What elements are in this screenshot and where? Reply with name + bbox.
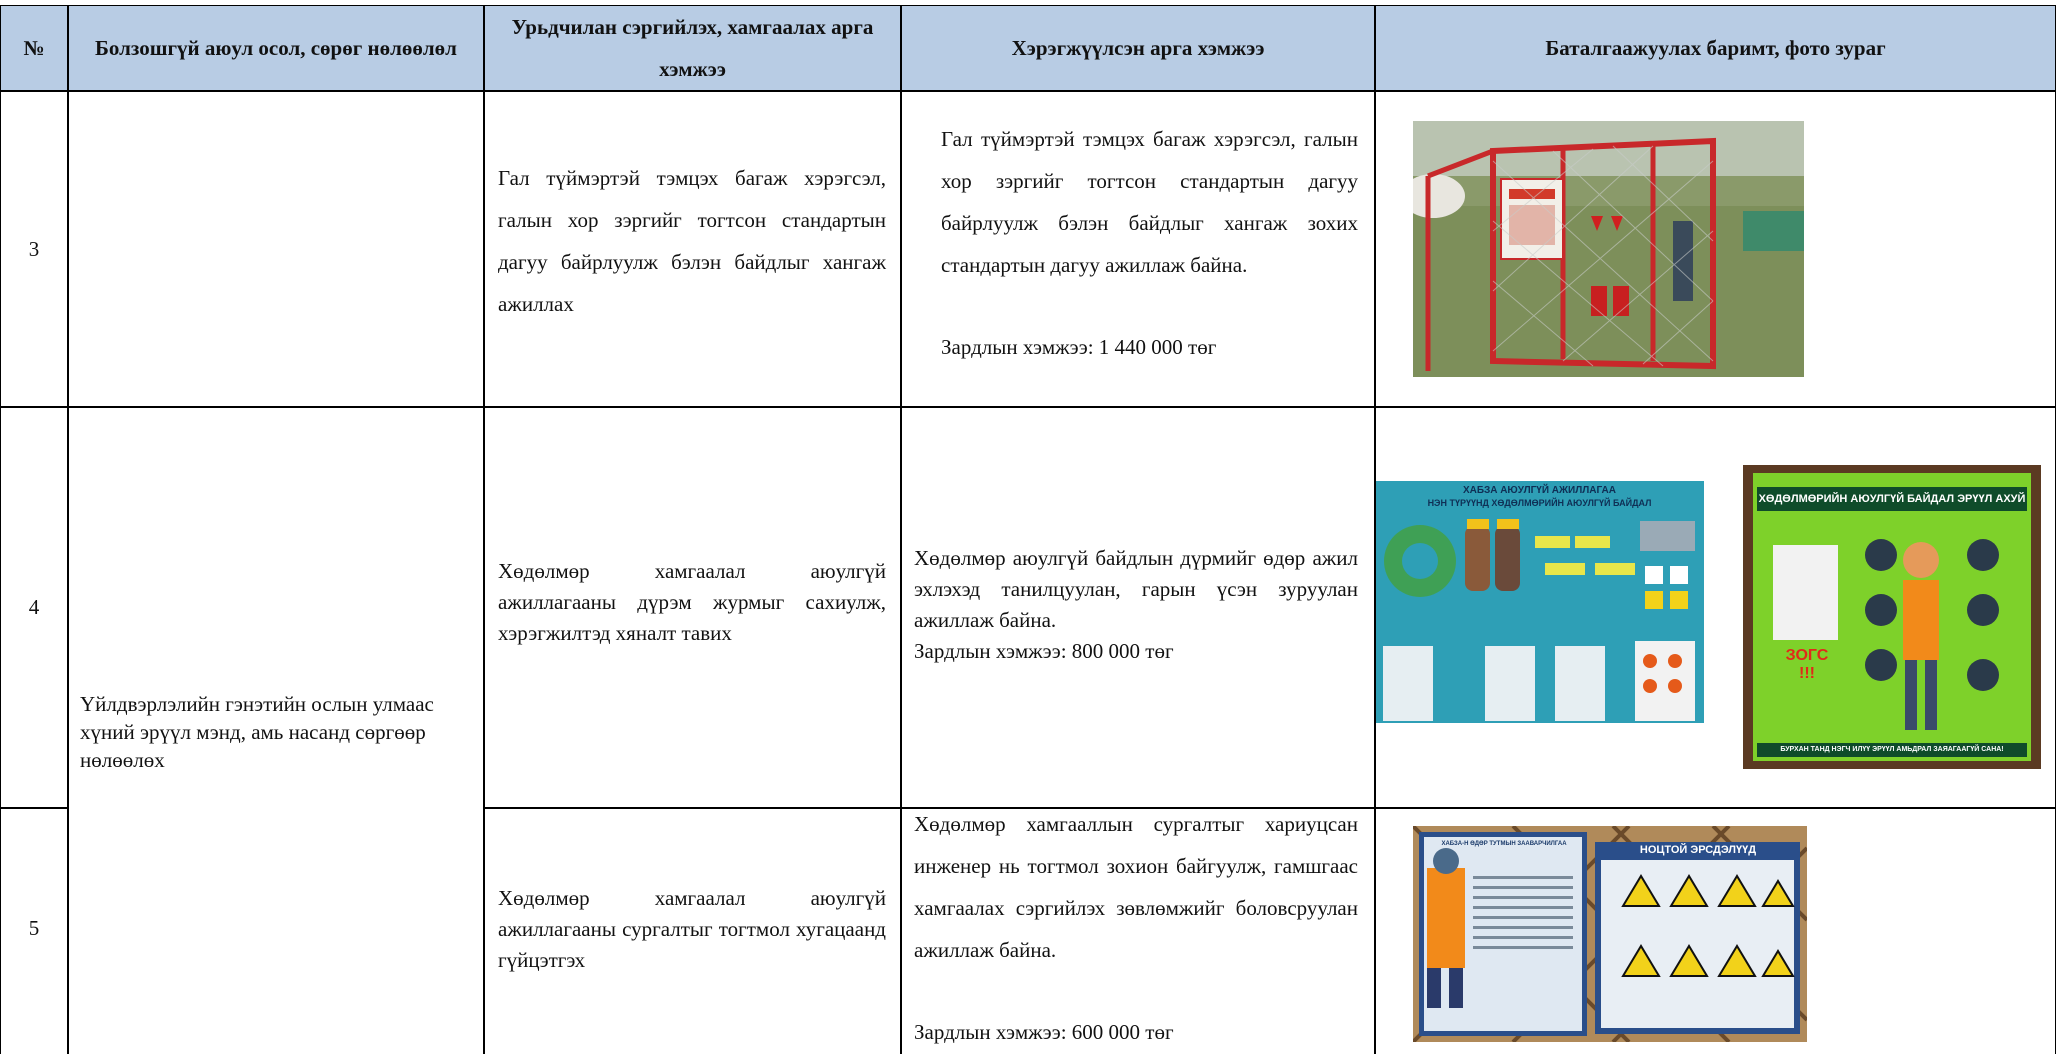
header-num-label: № xyxy=(23,36,45,60)
row-number: 3 xyxy=(28,236,40,261)
row-5-num xyxy=(0,808,68,1048)
fire-cage-image xyxy=(1413,121,1804,377)
row-4-prevent xyxy=(498,556,886,649)
grid-top xyxy=(0,5,2056,6)
cost-text: Зардлын хэмжээ: 600 000 төг xyxy=(914,1020,1174,1044)
grid-col1 xyxy=(67,5,69,1054)
photo-safety-poster-a xyxy=(1375,481,1704,723)
grid-col2 xyxy=(483,5,485,1054)
lattice-background xyxy=(1413,826,1807,1042)
row-5-done xyxy=(914,803,1358,1053)
grid-header-bottom xyxy=(0,90,2056,92)
grid-row3-bottom xyxy=(0,406,2056,408)
row-3-done xyxy=(941,118,1358,368)
header-proof-label: Баталгаажуулах баримт, фото зураг xyxy=(1545,36,1886,60)
header-proof xyxy=(1375,5,2056,91)
poster-a-title-1: ХАБЗА АЮУЛГҮЙ АЖИЛЛАГАА xyxy=(1463,485,1616,496)
cost-text: Зардлын хэмжээ: 800 000 төг xyxy=(914,639,1174,663)
header-done xyxy=(901,5,1375,91)
row-number: 5 xyxy=(28,915,40,940)
header-prevent xyxy=(484,5,901,91)
prevent-text: Гал түймэртэй тэмцэх багаж хэрэгсэл, галын хор зэргийг тогтсон стандартын дагуу байрлуулж бэлэн байдлыг хангаж ажиллах xyxy=(498,166,886,316)
grid-row4-bottom-left xyxy=(0,807,68,809)
cost-text: Зардлын хэмжээ: 1 440 000 төг xyxy=(941,335,1217,359)
grid-col4 xyxy=(1374,5,1376,1054)
merged-risk-cell xyxy=(80,690,476,774)
row-4-num xyxy=(0,407,68,807)
row-3-num xyxy=(0,92,68,406)
header-prevent-label: Урьдчилан сэргийлэх, хамгаалах арга хэмжээ xyxy=(511,15,874,81)
done-text: Хөдөлмөр аюулгүй байдлын дүрмийг өдөр ажил эхлэхэд танилцуулан, гарын үсэн зуруулан ажиллаж байна. xyxy=(914,546,1358,632)
row-4-done xyxy=(914,543,1358,667)
row-number: 4 xyxy=(28,594,40,619)
grid-col0 xyxy=(0,5,1,1054)
grid-col3 xyxy=(900,5,902,1054)
header-risk-label: Болзошгүй аюул осол, сөрөг нөлөөлөл xyxy=(95,36,457,60)
photo-safety-poster-b xyxy=(1743,465,2041,769)
merged-risk-text: Үйлдвэрлэлийн гэнэтийн ослын улмаас хүний эрүүл мэнд, амь насанд сөргөөр нөлөөлөх xyxy=(80,692,434,772)
poster-a-art xyxy=(1375,481,1704,723)
poster-d-title: НОЦТОЙ ЭРСДЭЛҮҮД xyxy=(1639,844,1757,856)
done-text: Хөдөлмөр хамгааллын сургалтыг хариуцсан инженер нь тогтмол зохион байгуулж, гамшгаас хамгаалах сэргийлэх зөвлөмжийг боловсруулан ажиллаж байна. xyxy=(914,812,1358,962)
grid-col5 xyxy=(2055,5,2056,1054)
row-3-prevent xyxy=(498,157,886,325)
done-text: Гал түймэртэй тэмцэх багаж хэрэгсэл, галын хор зэргийг тогтсон стандартын дагуу байрлуулж бэлэн байдлыг хангаж зохих стандартын дагуу ажиллаж байна. xyxy=(941,127,1358,277)
poster-b-title: ХӨДӨЛМӨРИЙН АЮУЛГҮЙ БАЙДАЛ ЭРҮҮЛ АХУЙ xyxy=(1757,487,2027,511)
photo-training-posters xyxy=(1413,826,1807,1042)
poster-b-stop: ЗОГС !!! xyxy=(1785,647,1829,682)
photo-fire-equipment xyxy=(1413,121,1804,377)
poster-b-footer: БУРХАН ТАНД НЭГЧ ИЛҮҮ ЭРҮҮЛ АМЬДРАЛ ЗАЯАГААГҮЙ САНА! xyxy=(1757,743,2027,757)
poster-b-art xyxy=(1743,465,2041,769)
poster-a-title-2: НЭН ТҮРҮҮНД ХӨДӨЛМӨРИЙН АЮУЛГҮЙ БАЙДАЛ xyxy=(1427,498,1652,508)
poster-c-title: ХАБЗА-Н ӨДӨР ТУТМЫН ЗААВАРЧИЛГАА xyxy=(1441,841,1567,847)
header-num xyxy=(0,5,68,91)
row-5-prevent xyxy=(498,883,886,976)
prevent-text: Хөдөлмөр хамгаалал аюулгүй ажиллагааны сургалтыг тогтмол хугацаанд гүйцэтгэх xyxy=(498,886,886,972)
header-risk xyxy=(68,5,484,91)
prevent-text: Хөдөлмөр хамгаалал аюулгүй ажиллагааны дүрэм журмыг сахиулж, хэрэгжилтэд хяналт тавих xyxy=(498,559,886,645)
grid-row4-bottom-right xyxy=(484,807,2056,809)
header-done-label: Хэрэгжүүлсэн арга хэмжээ xyxy=(1011,36,1265,60)
